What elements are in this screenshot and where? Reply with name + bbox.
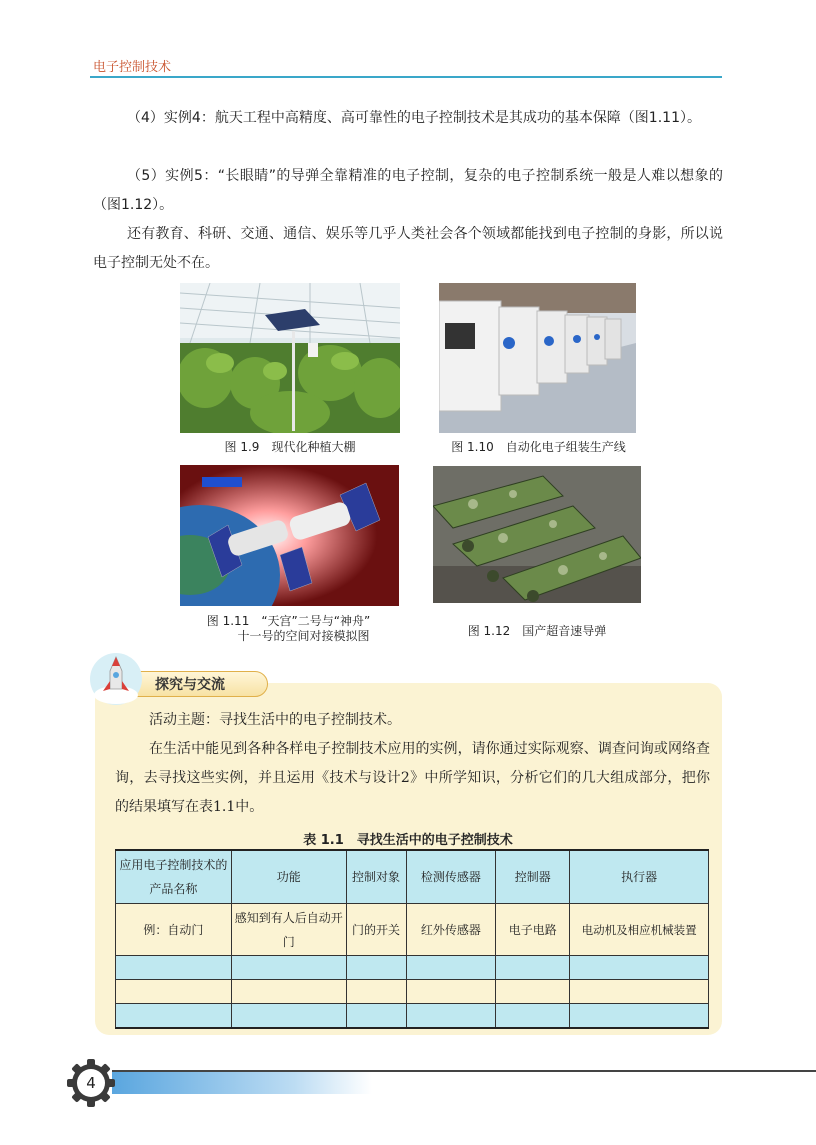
cell-control-object: 门的开关 <box>346 904 406 956</box>
blank-cell[interactable] <box>116 1004 232 1028</box>
cell-actuator: 电动机及相应机械装置 <box>570 904 709 956</box>
figure-1-12-caption: 图 1.12 国产超音速导弹 <box>467 624 607 638</box>
header-controller: 控制器 <box>496 850 570 904</box>
running-header: 电子控制技术 <box>93 60 172 75</box>
blank-cell[interactable] <box>231 956 346 980</box>
table-row <box>116 980 709 1004</box>
cell-function: 感知到有人后自动开门 <box>231 904 346 956</box>
blank-cell[interactable] <box>570 956 709 980</box>
rocket-mascot-icon <box>88 651 144 707</box>
figure-1-11-caption-line1: 图 1.11 “天宫”二号与“神舟” <box>206 614 371 628</box>
blank-cell[interactable] <box>231 1004 346 1028</box>
blank-cell[interactable] <box>346 1004 406 1028</box>
paragraph-example-4: （4）实例4：航天工程中高精度、高可靠性的电子控制技术是其成功的基本保障（图1.11）。 <box>127 110 701 126</box>
blank-cell[interactable] <box>231 980 346 1004</box>
explore-tab: 探究与交流 <box>132 671 268 697</box>
missile-parade-photo <box>433 466 641 603</box>
paragraph-summary: 还有教育、科研、交通、通信、娱乐等几乎人类社会各个领域都能找到电子控制的身影，所以说电子控制无处不在。 <box>93 226 723 271</box>
space-docking-illustration <box>180 465 399 606</box>
blank-cell[interactable] <box>570 980 709 1004</box>
greenhouse-photo <box>180 283 400 433</box>
cell-product-name: 例：自动门 <box>116 904 232 956</box>
cell-controller: 电子电路 <box>496 904 570 956</box>
header-function: 功能 <box>231 850 346 904</box>
blank-cell[interactable] <box>406 1004 496 1028</box>
table-header-row <box>116 850 709 904</box>
header-rule <box>90 76 722 78</box>
figure-1-11-caption <box>176 614 401 644</box>
blank-cell[interactable] <box>406 980 496 1004</box>
figure-1-11-caption-line2: 十一号的空间对接模拟图 <box>237 629 370 643</box>
header-actuator: 执行器 <box>570 850 709 904</box>
figure-1-9-caption: 图 1.9 现代化种植大棚 <box>224 440 356 454</box>
page-number: 4 <box>86 1074 96 1092</box>
blank-cell[interactable] <box>496 956 570 980</box>
cell-sensor: 红外传感器 <box>406 904 496 956</box>
figure-1-10-caption: 图 1.10 自动化电子组装生产线 <box>451 440 626 454</box>
blank-cell[interactable] <box>496 1004 570 1028</box>
table-row <box>116 1004 709 1028</box>
activity-topic: 活动主题：寻找生活中的电子控制技术。 <box>149 712 401 728</box>
header-sensor: 检测传感器 <box>406 850 496 904</box>
record-table <box>115 849 709 1029</box>
activity-instructions: 在生活中能见到各种各样电子控制技术应用的实例，请你通过实际观察、调查问询或网络查询，去寻找这些实例，并且运用《技术与设计2》中所学知识，分析它们的几大组成部分，把你的结果填写在表1.1中。 <box>115 741 710 815</box>
blank-cell[interactable] <box>116 980 232 1004</box>
header-control-object: 控制对象 <box>346 850 406 904</box>
table-row <box>116 956 709 980</box>
footer-gradient-bar <box>112 1072 372 1094</box>
blank-cell[interactable] <box>346 956 406 980</box>
blank-cell[interactable] <box>570 1004 709 1028</box>
blank-cell[interactable] <box>346 980 406 1004</box>
header-product-name: 应用电子控制技术的产品名称 <box>116 850 232 904</box>
assembly-line-photo <box>439 283 636 433</box>
table-title: 表 1.1 寻找生活中的电子控制技术 <box>303 833 513 848</box>
blank-cell[interactable] <box>116 956 232 980</box>
paragraph-example-5: （5）实例5：“长眼睛”的导弹全靠精准的电子控制，复杂的电子控制系统一般是人难以想象的（图1.12）。 <box>93 168 723 213</box>
table-row <box>116 904 709 956</box>
blank-cell[interactable] <box>406 956 496 980</box>
blank-cell[interactable] <box>496 980 570 1004</box>
